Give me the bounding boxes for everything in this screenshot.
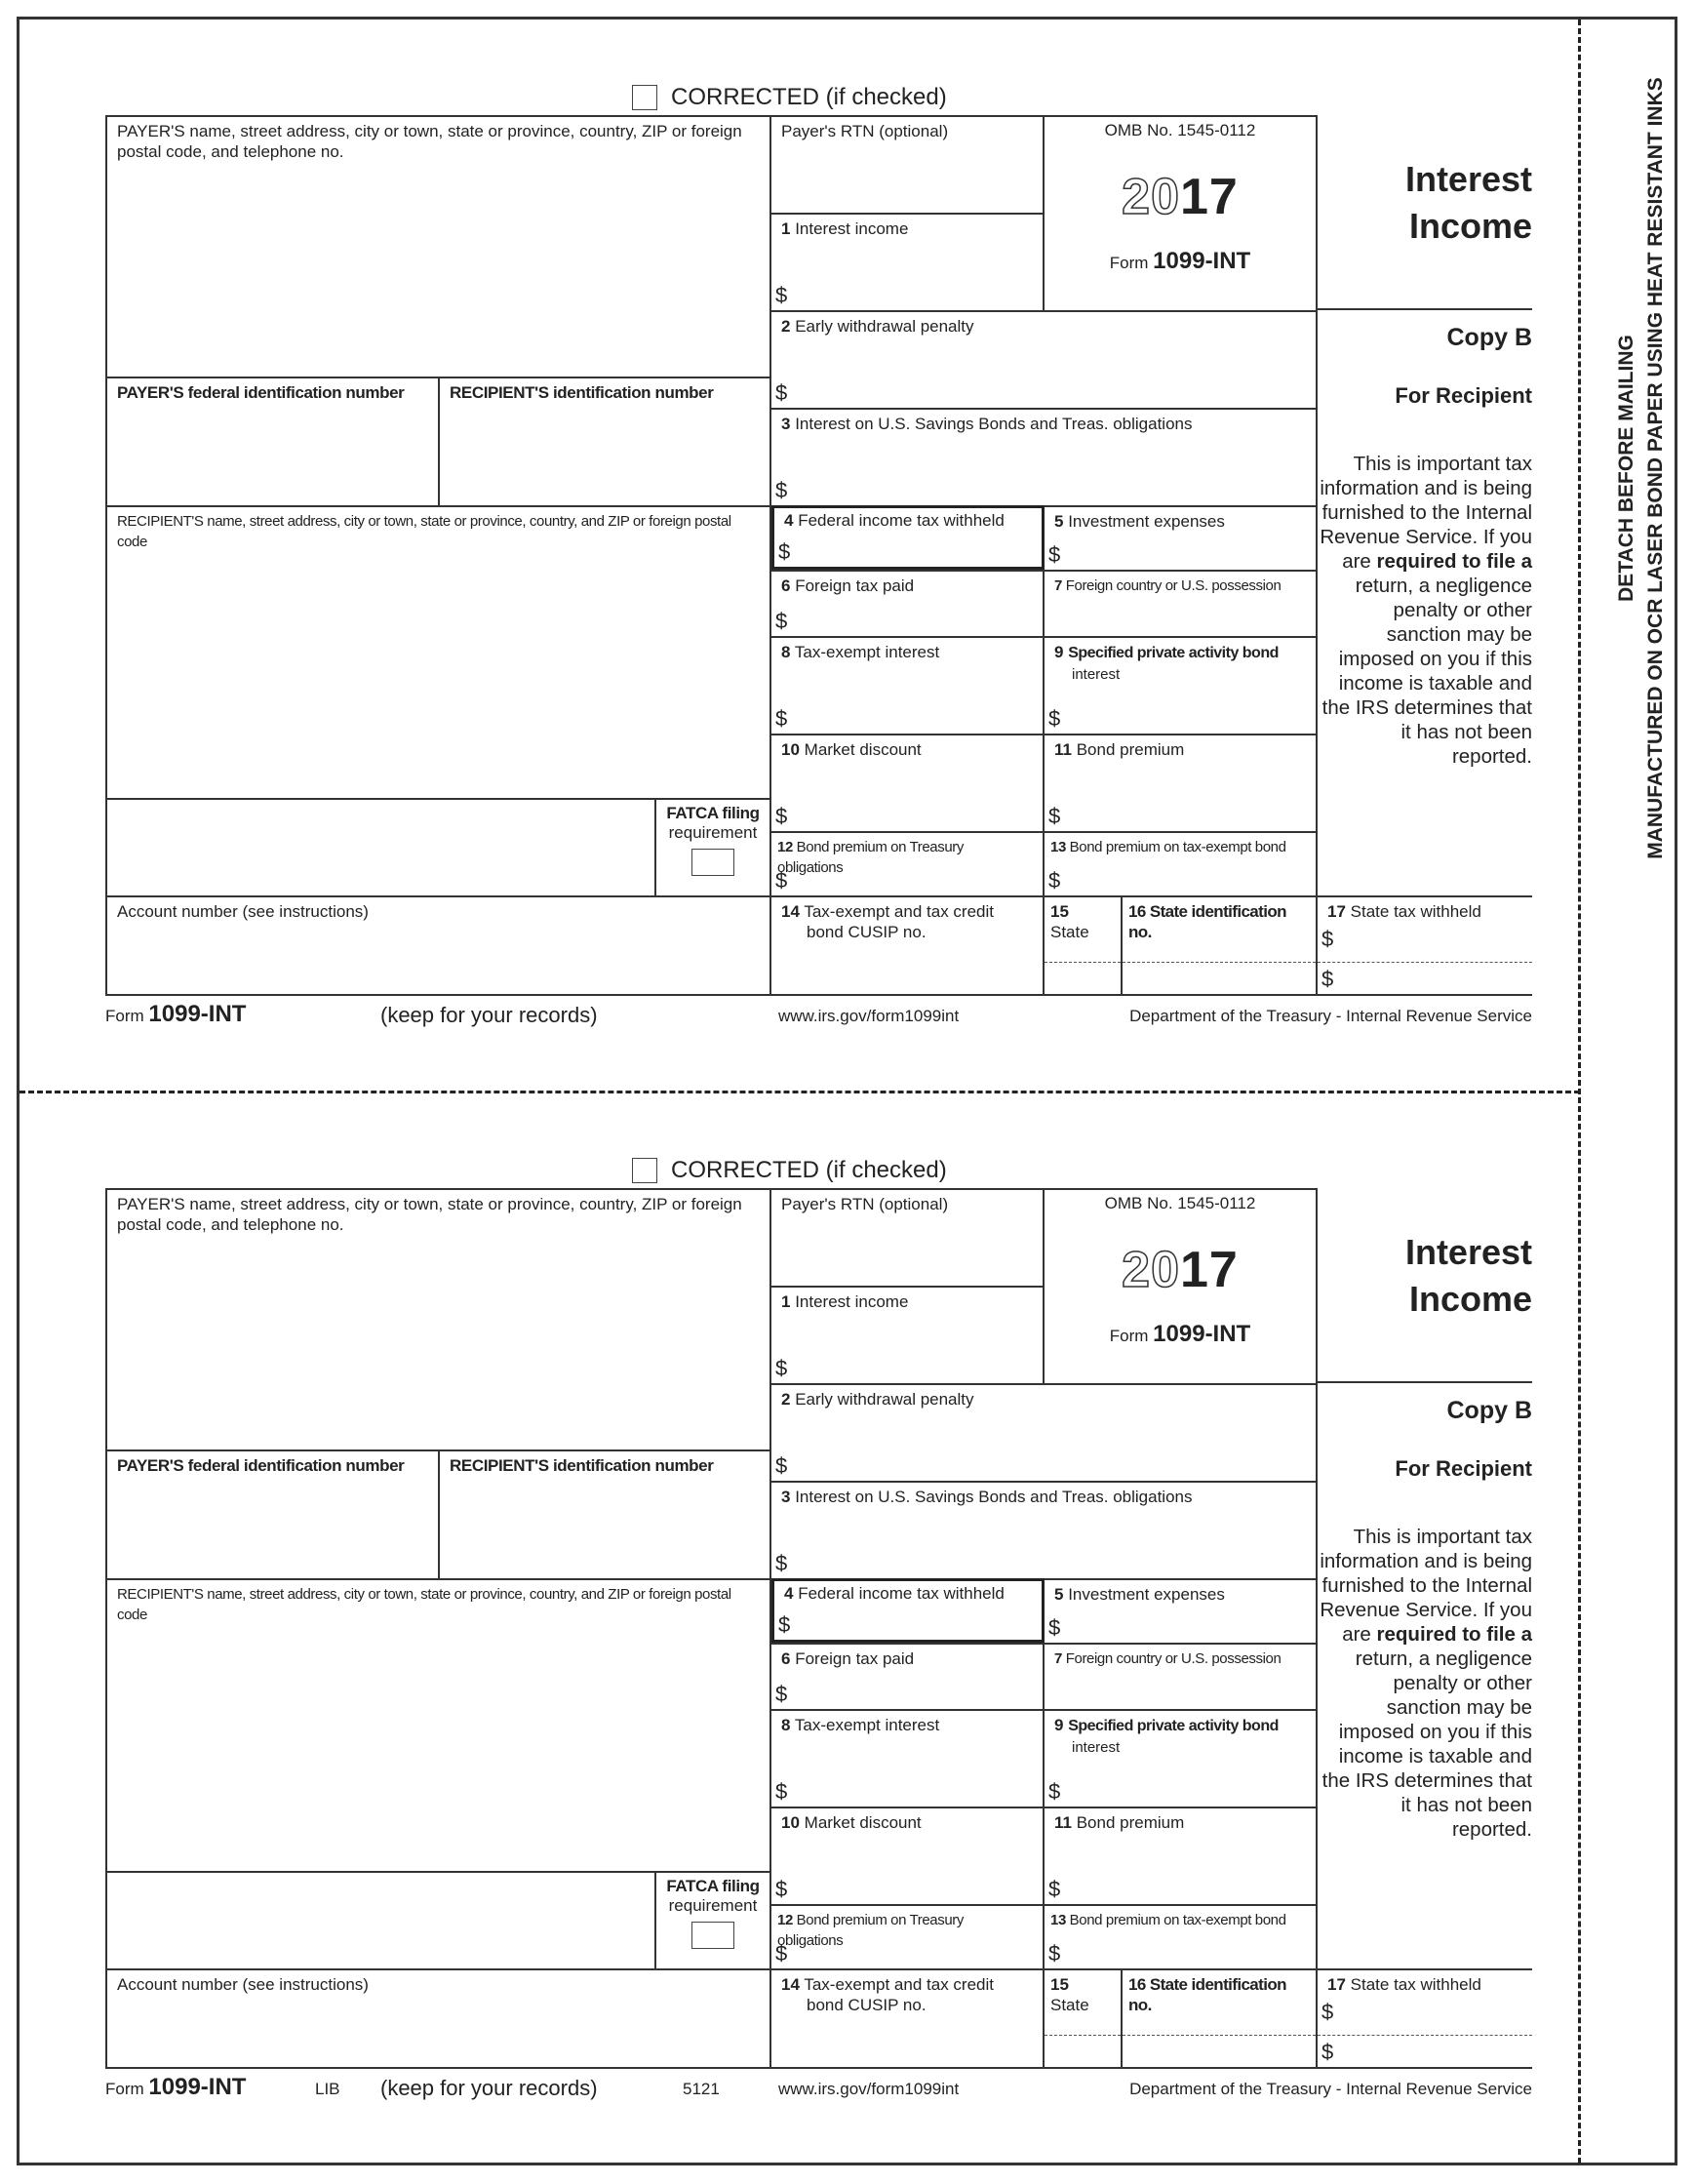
notice-part1: This is important tax information and is being furnished to the Internal Revenue Service. If you are [1320, 453, 1532, 573]
box16-field[interactable] [1123, 1968, 1318, 2069]
box13-label: Bond premium on tax-exempt bond [1069, 1912, 1286, 1928]
box16-number: 16 [1128, 1975, 1146, 1994]
footer-dept: Department of the Treasury - Internal Revenue Service [1129, 1007, 1532, 1025]
box13-dollar: $ [1048, 868, 1061, 893]
box1-label: Interest income [795, 219, 909, 238]
box17-divider [1318, 962, 1532, 963]
box15-label: State [1050, 923, 1089, 941]
box16-divider [1123, 962, 1316, 963]
box17-divider [1318, 2035, 1532, 2036]
box7-field[interactable] [1045, 1643, 1318, 1709]
box9-dollar: $ [1048, 706, 1061, 731]
payer-info-label: PAYER'S name, street address, city or town, state or province, country, ZIP or foreign postal code, and telephone no. [117, 1195, 742, 1234]
notice-bold: required to file a [1376, 550, 1532, 573]
payer-rtn-label: Payer's RTN (optional) [781, 122, 949, 140]
box10-number: 10 [781, 740, 800, 759]
for-recipient: For Recipient [1395, 1456, 1532, 1481]
box15-field[interactable] [1045, 895, 1123, 996]
omb-year-box [1045, 115, 1318, 310]
box4-dollar: $ [778, 539, 791, 564]
footer-form-name: 1099-INT [148, 1001, 247, 1027]
form-footer [105, 2070, 1532, 2109]
box4-number: 4 [784, 1584, 794, 1603]
box9-sublabel: interest [1072, 1739, 1121, 1756]
box12-label: Bond premium on Treasury obligations [777, 1912, 964, 1949]
box10-label: Market discount [804, 1813, 922, 1832]
year-suffix: 17 [1180, 1242, 1239, 1298]
box4-field[interactable] [771, 505, 1045, 570]
box8-number: 8 [781, 1716, 791, 1734]
box15-divider [1045, 962, 1121, 963]
box5-dollar: $ [1048, 542, 1061, 567]
payer-info-label: PAYER'S name, street address, city or town, state or province, country, ZIP or foreign postal code, and telephone no. [117, 122, 742, 161]
recipient-id-label: RECIPIENT'S identification number [450, 383, 714, 402]
box6-number: 6 [781, 1649, 791, 1668]
box6-dollar: $ [775, 609, 788, 633]
box5-number: 5 [1054, 512, 1064, 531]
recipient-id-label: RECIPIENT'S identification number [450, 1456, 714, 1475]
form-footer [105, 997, 1532, 1036]
box8-field[interactable] [771, 1709, 1045, 1807]
box12-field[interactable] [771, 831, 1045, 895]
fatca-sub: requirement [668, 1896, 758, 1915]
corrected-checkbox-row[interactable] [632, 1157, 947, 1184]
recipient-id-field[interactable] [438, 1449, 771, 1578]
title-income: Income [1408, 206, 1532, 246]
box1-field[interactable] [771, 213, 1045, 310]
box17-dollar-2: $ [1321, 967, 1334, 991]
payer-rtn-field[interactable] [771, 115, 1045, 213]
box1-label: Interest income [795, 1292, 909, 1311]
notice-part1: This is important tax information and is being furnished to the Internal Revenue Service. If you are [1320, 1526, 1532, 1646]
box4-field[interactable] [771, 1578, 1045, 1643]
corrected-checkbox[interactable] [632, 85, 657, 110]
box17-dollar-2: $ [1321, 2040, 1334, 2064]
box2-field[interactable] [771, 1383, 1318, 1481]
box2-label: Early withdrawal penalty [795, 317, 974, 336]
notice-text [1318, 409, 1532, 769]
box9-label: Specified private activity bond [1068, 1718, 1279, 1734]
box14-sublabel: bond CUSIP no. [807, 1996, 927, 2014]
fatca-field[interactable] [654, 798, 771, 895]
box16-divider [1123, 2035, 1316, 2036]
box14-field[interactable] [771, 1968, 1045, 2069]
box14-label: Tax-exempt and tax credit [804, 902, 994, 921]
box10-label: Market discount [804, 740, 922, 759]
box8-number: 8 [781, 643, 791, 661]
footer-form-word: Form [105, 2080, 144, 2098]
box10-field[interactable] [771, 734, 1045, 831]
box3-number: 3 [781, 415, 791, 433]
footer-form-word: Form [105, 1007, 144, 1025]
fatca-checkbox[interactable] [691, 849, 734, 876]
box11-dollar: $ [1048, 804, 1061, 828]
box10-number: 10 [781, 1813, 800, 1832]
box3-number: 3 [781, 1488, 791, 1506]
footer-url[interactable]: www.irs.gov/form1099int [778, 2080, 960, 2098]
box4-dollar: $ [778, 1612, 791, 1637]
box5-label: Investment expenses [1068, 1585, 1225, 1604]
copy-info [1318, 1383, 1532, 1968]
payer-federal-id-label: PAYER'S federal identification number [117, 1456, 405, 1475]
box2-dollar: $ [775, 1453, 788, 1478]
box12-field[interactable] [771, 1904, 1045, 1968]
payer-federal-id-field[interactable] [105, 1449, 438, 1578]
box16-number: 16 [1128, 902, 1146, 921]
box16-field[interactable] [1123, 895, 1318, 996]
omb-number: OMB No. 1545-0112 [1104, 121, 1256, 139]
fatca-checkbox[interactable] [691, 1922, 734, 1949]
box12-number: 12 [777, 1912, 793, 1928]
side-detach-text: DETACH BEFORE MAILING [1615, 335, 1637, 602]
box15-divider [1045, 2035, 1121, 2036]
notice-part2: return, a negligence penalty or other sanction may be imposed on you if this income is taxable and the IRS determines that it has not been reported. [1321, 575, 1532, 768]
box3-field[interactable] [771, 408, 1318, 505]
footer-lib: LIB [315, 2080, 340, 2098]
corrected-checkbox[interactable] [632, 1158, 657, 1183]
box17-dollar-1: $ [1321, 927, 1334, 951]
fatca-field[interactable] [654, 1871, 771, 1968]
box11-number: 11 [1054, 1813, 1072, 1832]
box1-field[interactable] [771, 1286, 1045, 1383]
year-suffix: 17 [1180, 169, 1239, 225]
recipient-info-label: RECIPIENT'S name, street address, city or town, state or province, country, and ZIP or foreign postal code [117, 1586, 731, 1623]
copy-info [1318, 310, 1532, 895]
form-grid [105, 115, 1532, 996]
form-word: Form [1109, 1327, 1149, 1345]
box5-field[interactable] [1045, 505, 1318, 570]
box10-dollar: $ [775, 804, 788, 828]
corrected-label: CORRECTED (if checked) [671, 1157, 947, 1183]
notice-bold: required to file a [1376, 1623, 1532, 1646]
title-interest: Interest [1404, 1232, 1532, 1272]
box13-number: 13 [1050, 839, 1066, 855]
box16-label: State identification no. [1128, 902, 1286, 941]
box2-number: 2 [781, 1390, 791, 1409]
footer-form-name: 1099-INT [148, 2074, 247, 2100]
title-interest: Interest [1404, 159, 1532, 199]
box1-dollar: $ [775, 283, 788, 307]
box13-number: 13 [1050, 1912, 1066, 1928]
box14-number: 14 [781, 902, 800, 921]
corrected-label: CORRECTED (if checked) [671, 84, 947, 110]
side-manufactured-text: MANUFACTURED ON OCR LASER BOND PAPER USING HEAT RESISTANT INKS [1644, 77, 1667, 859]
box13-field[interactable] [1045, 831, 1318, 895]
account-label: Account number (see instructions) [117, 902, 369, 921]
box1-number: 1 [781, 1292, 791, 1311]
recipient-info-field[interactable] [105, 505, 771, 798]
box16-label: State identification no. [1128, 1975, 1286, 2014]
box9-sublabel: interest [1072, 666, 1121, 683]
side-note [1597, 0, 1685, 975]
box12-dollar: $ [775, 1941, 788, 1966]
footer-code: 5121 [683, 2080, 720, 2098]
box11-field[interactable] [1045, 1807, 1318, 1904]
tax-year [1045, 168, 1316, 226]
box3-field[interactable] [771, 1481, 1318, 1578]
box15-number: 15 [1050, 902, 1069, 921]
box11-dollar: $ [1048, 1877, 1061, 1901]
blank-field[interactable] [105, 798, 654, 895]
fatca-label: FATCA filing [666, 804, 760, 822]
box10-dollar: $ [775, 1877, 788, 1901]
box9-dollar: $ [1048, 1779, 1061, 1804]
box9-label: Specified private activity bond [1068, 645, 1279, 661]
box12-label: Bond premium on Treasury obligations [777, 839, 964, 876]
box8-label: Tax-exempt interest [794, 1716, 940, 1734]
box7-number: 7 [1054, 1650, 1062, 1667]
for-recipient: For Recipient [1395, 383, 1532, 408]
omb-year-box [1045, 1188, 1318, 1383]
box6-number: 6 [781, 576, 791, 595]
side-detach-line [1578, 20, 1581, 2164]
recipient-info-label: RECIPIENT'S name, street address, city or town, state or province, country, and ZIP or foreign postal code [117, 513, 731, 550]
form-word: Form [1109, 254, 1149, 272]
copy-label: Copy B [1446, 324, 1532, 351]
footer-keep: (keep for your records) [380, 1003, 598, 1027]
box15-field[interactable] [1045, 1968, 1123, 2069]
account-label: Account number (see instructions) [117, 1975, 369, 1994]
box7-number: 7 [1054, 577, 1062, 594]
box4-number: 4 [784, 511, 794, 530]
payer-rtn-field[interactable] [771, 1188, 1045, 1286]
box13-field[interactable] [1045, 1904, 1318, 1968]
box5-field[interactable] [1045, 1578, 1318, 1643]
box6-dollar: $ [775, 1682, 788, 1706]
box17-number: 17 [1327, 902, 1346, 921]
fatca-sub: requirement [668, 823, 758, 842]
box6-field[interactable] [771, 570, 1045, 636]
notice-text [1318, 1482, 1532, 1842]
form-copy-bottom [0, 1073, 1570, 2146]
tax-year [1045, 1241, 1316, 1299]
account-number-field[interactable] [105, 895, 771, 996]
box9-field[interactable] [1045, 1709, 1318, 1807]
footer-keep: (keep for your records) [380, 2076, 598, 2100]
blank-field[interactable] [105, 1871, 654, 1968]
payer-federal-id-field[interactable] [105, 377, 438, 505]
box17-number: 17 [1327, 1975, 1346, 1994]
box14-number: 14 [781, 1975, 800, 1994]
title-box [1318, 1188, 1532, 1383]
notice-part2: return, a negligence penalty or other sanction may be imposed on you if this income is taxable and the IRS determines that it has not been reported. [1321, 1648, 1532, 1841]
box8-field[interactable] [771, 636, 1045, 734]
box6-field[interactable] [771, 1643, 1045, 1709]
box17-dollar-1: $ [1321, 2000, 1334, 2024]
box6-label: Foreign tax paid [795, 1649, 915, 1668]
box11-label: Bond premium [1076, 1813, 1185, 1832]
box3-dollar: $ [775, 1551, 788, 1575]
box12-number: 12 [777, 839, 793, 855]
recipient-id-field[interactable] [438, 377, 771, 505]
recipient-info-field[interactable] [105, 1578, 771, 1871]
payer-info-field[interactable] [105, 115, 771, 377]
title-box [1318, 115, 1532, 310]
box2-dollar: $ [775, 380, 788, 405]
box10-field[interactable] [771, 1807, 1045, 1904]
omb-number: OMB No. 1545-0112 [1104, 1194, 1256, 1212]
box5-number: 5 [1054, 1585, 1064, 1604]
box5-dollar: $ [1048, 1615, 1061, 1640]
box14-label: Tax-exempt and tax credit [804, 1975, 994, 1994]
box13-label: Bond premium on tax-exempt bond [1069, 839, 1286, 855]
box7-label: Foreign country or U.S. possession [1065, 577, 1282, 594]
box8-dollar: $ [775, 706, 788, 731]
box3-label: Interest on U.S. Savings Bonds and Treas. obligations [795, 415, 1193, 433]
title-income: Income [1408, 1279, 1532, 1319]
box9-number: 9 [1054, 643, 1064, 661]
payer-federal-id-label: PAYER'S federal identification number [117, 383, 405, 402]
year-prefix: 20 [1122, 1242, 1180, 1298]
box17-label: State tax withheld [1350, 1975, 1481, 1994]
box9-number: 9 [1054, 1716, 1064, 1734]
box14-field[interactable] [771, 895, 1045, 996]
form-name: 1099-INT [1153, 1321, 1251, 1347]
box1-number: 1 [781, 219, 791, 238]
box1-dollar: $ [775, 1356, 788, 1380]
box4-label: Federal income tax withheld [798, 1584, 1005, 1603]
box3-dollar: $ [775, 478, 788, 502]
box17-field[interactable] [1318, 895, 1532, 996]
box3-label: Interest on U.S. Savings Bonds and Treas. obligations [795, 1488, 1193, 1506]
fatca-label: FATCA filing [666, 1877, 760, 1895]
box14-sublabel: bond CUSIP no. [807, 923, 927, 941]
box9-field[interactable] [1045, 636, 1318, 734]
box12-dollar: $ [775, 868, 788, 893]
box8-dollar: $ [775, 1779, 788, 1804]
footer-url[interactable]: www.irs.gov/form1099int [778, 1007, 960, 1025]
box2-field[interactable] [771, 310, 1318, 408]
footer-dept: Department of the Treasury - Internal Revenue Service [1129, 2080, 1532, 2098]
form-grid [105, 1188, 1532, 2069]
box2-label: Early withdrawal penalty [795, 1390, 974, 1409]
box5-label: Investment expenses [1068, 512, 1225, 531]
box11-label: Bond premium [1076, 740, 1185, 759]
copy-label: Copy B [1446, 1397, 1532, 1424]
box2-number: 2 [781, 317, 791, 336]
box15-number: 15 [1050, 1975, 1069, 1994]
box15-label: State [1050, 1996, 1089, 2014]
account-number-field[interactable] [105, 1968, 771, 2069]
box17-field[interactable] [1318, 1968, 1532, 2069]
form-copy-top [0, 0, 1570, 1073]
payer-info-field[interactable] [105, 1188, 771, 1449]
box17-label: State tax withheld [1350, 902, 1481, 921]
box4-label: Federal income tax withheld [798, 511, 1005, 530]
form-name: 1099-INT [1153, 248, 1251, 274]
payer-rtn-label: Payer's RTN (optional) [781, 1195, 949, 1213]
box7-field[interactable] [1045, 570, 1318, 636]
box7-label: Foreign country or U.S. possession [1065, 1650, 1282, 1667]
corrected-checkbox-row[interactable] [632, 84, 947, 111]
year-prefix: 20 [1122, 169, 1180, 225]
box6-label: Foreign tax paid [795, 576, 915, 595]
box11-field[interactable] [1045, 734, 1318, 831]
box8-label: Tax-exempt interest [794, 643, 940, 661]
box13-dollar: $ [1048, 1941, 1061, 1966]
box11-number: 11 [1054, 740, 1072, 759]
